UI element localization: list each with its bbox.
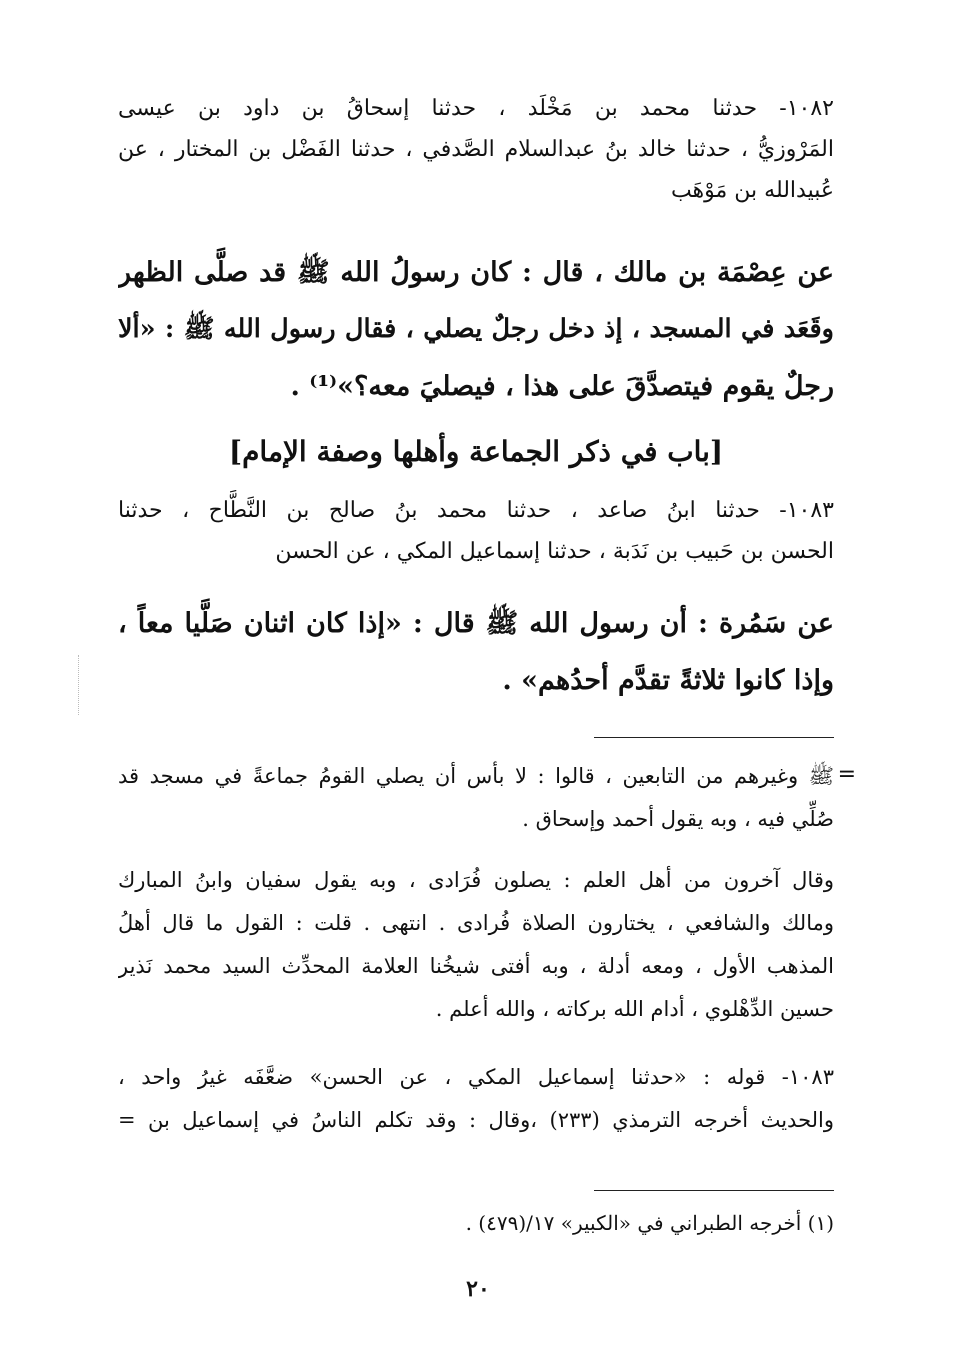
matn-line: وقَعَد في المسجد ، إذ دخل رجلٌ يصلي ، فقال رسول الله ﷺ : «ألا	[118, 314, 834, 344]
isnad-line: الحسن بن حَبيب بن نَدَبة ، حدثنا إسماعيل المكي ، عن الحسن	[275, 539, 834, 564]
footnote-text: (١) أخرجه الطبراني في «الكبير» ١٧/(٤٧٩) .	[465, 1211, 834, 1235]
matn-line: وإذا كانوا ثلاثةً تقدَّم أحدُهم» .	[502, 665, 834, 696]
isnad-line: عُبيدالله بن مَوْهَب	[670, 178, 834, 203]
commentary-para-3	[118, 1056, 834, 1142]
commentary-para-1	[118, 755, 834, 841]
margin-mark	[78, 655, 79, 715]
continuation-mark: =	[837, 762, 856, 787]
page-number: ٢٠	[466, 1276, 490, 1302]
commentary-line: حسين الدِّهْلوي ، أدام الله بركاته ، والله أعلم .	[435, 997, 834, 1021]
matn-line: عن عِصْمَة بن مالك ، قال : كان رسولُ الله ﷺ قد صلَّى الظهر	[118, 257, 834, 288]
footnote-separator	[594, 1190, 834, 1191]
hadith-1083-isnad	[118, 490, 834, 572]
hadith-1083-matn	[118, 595, 834, 709]
chapter-heading: [باب في ذكر الجماعة وأهلها وصفة الإمام]	[228, 435, 724, 468]
isnad-line: المَرْوزيُّ ، حدثنا خالد بنُ عبدالسلام الصَّدفي ، حدثنا الفَضْل بن المختار ، عن	[118, 137, 834, 162]
commentary-line: ومالك والشافعي ، يختارون الصلاة فُرادى . انتهى . قلت : القول ما قال أهلُ	[118, 911, 834, 935]
hadith-1082-matn	[118, 244, 834, 415]
commentary-line: صُلِّي فيه ، وبه يقول أحمد وإسحاق .	[522, 807, 834, 831]
commentary-line: المذهب الأول ، ومعه أدلة ، وبه أفتى شيخُنا العلامة المحدِّث السيد محمد نَذير	[118, 954, 834, 978]
matn-line: رجلٌ يقوم فيتصدَّقَ على هذا ، فيصليَ معه؟»⁽¹⁾ .	[290, 371, 834, 402]
commentary-line: وقال آخرون من أهل العلم : يصلون فُرَادى ، وبه يقول سفيان وابنُ المبارك	[118, 868, 834, 892]
footnote	[118, 1203, 834, 1243]
commentary-line: ١٠٨٣- قوله : «حدثنا إسماعيل المكي ، عن الحسن» ضعَّفَه غيرُ واحد ،	[118, 1065, 834, 1089]
isnad-line: ١٠٨٢- حدثنا محمد بن مَخْلَد ، حدثنا إسحاقُ بن داود بن عيسى	[118, 96, 834, 121]
isnad-line: ١٠٨٣- حدثنا ابنُ صاعد ، حدثنا محمد بنُ صالح بن النَّطَّاح ، حدثنا	[118, 498, 834, 523]
commentary-para-2	[118, 859, 834, 1031]
commentary-separator	[594, 737, 834, 738]
matn-line: عن سَمُرة : أن رسول الله ﷺ قال : «إذا كان اثنان صَلَّيا معاً ،	[118, 608, 834, 639]
commentary-line: والحديث أخرجه الترمذي (٢٣٣) ،وقال : وقد تكلم الناسُ في إسماعيل بن =	[118, 1108, 834, 1132]
hadith-1082-isnad	[118, 88, 834, 211]
commentary-line: ﷺ وغيرهم من التابعين ، قالوا : لا بأس أن يصلي القومُ جماعةً في مسجد قد	[118, 764, 834, 788]
